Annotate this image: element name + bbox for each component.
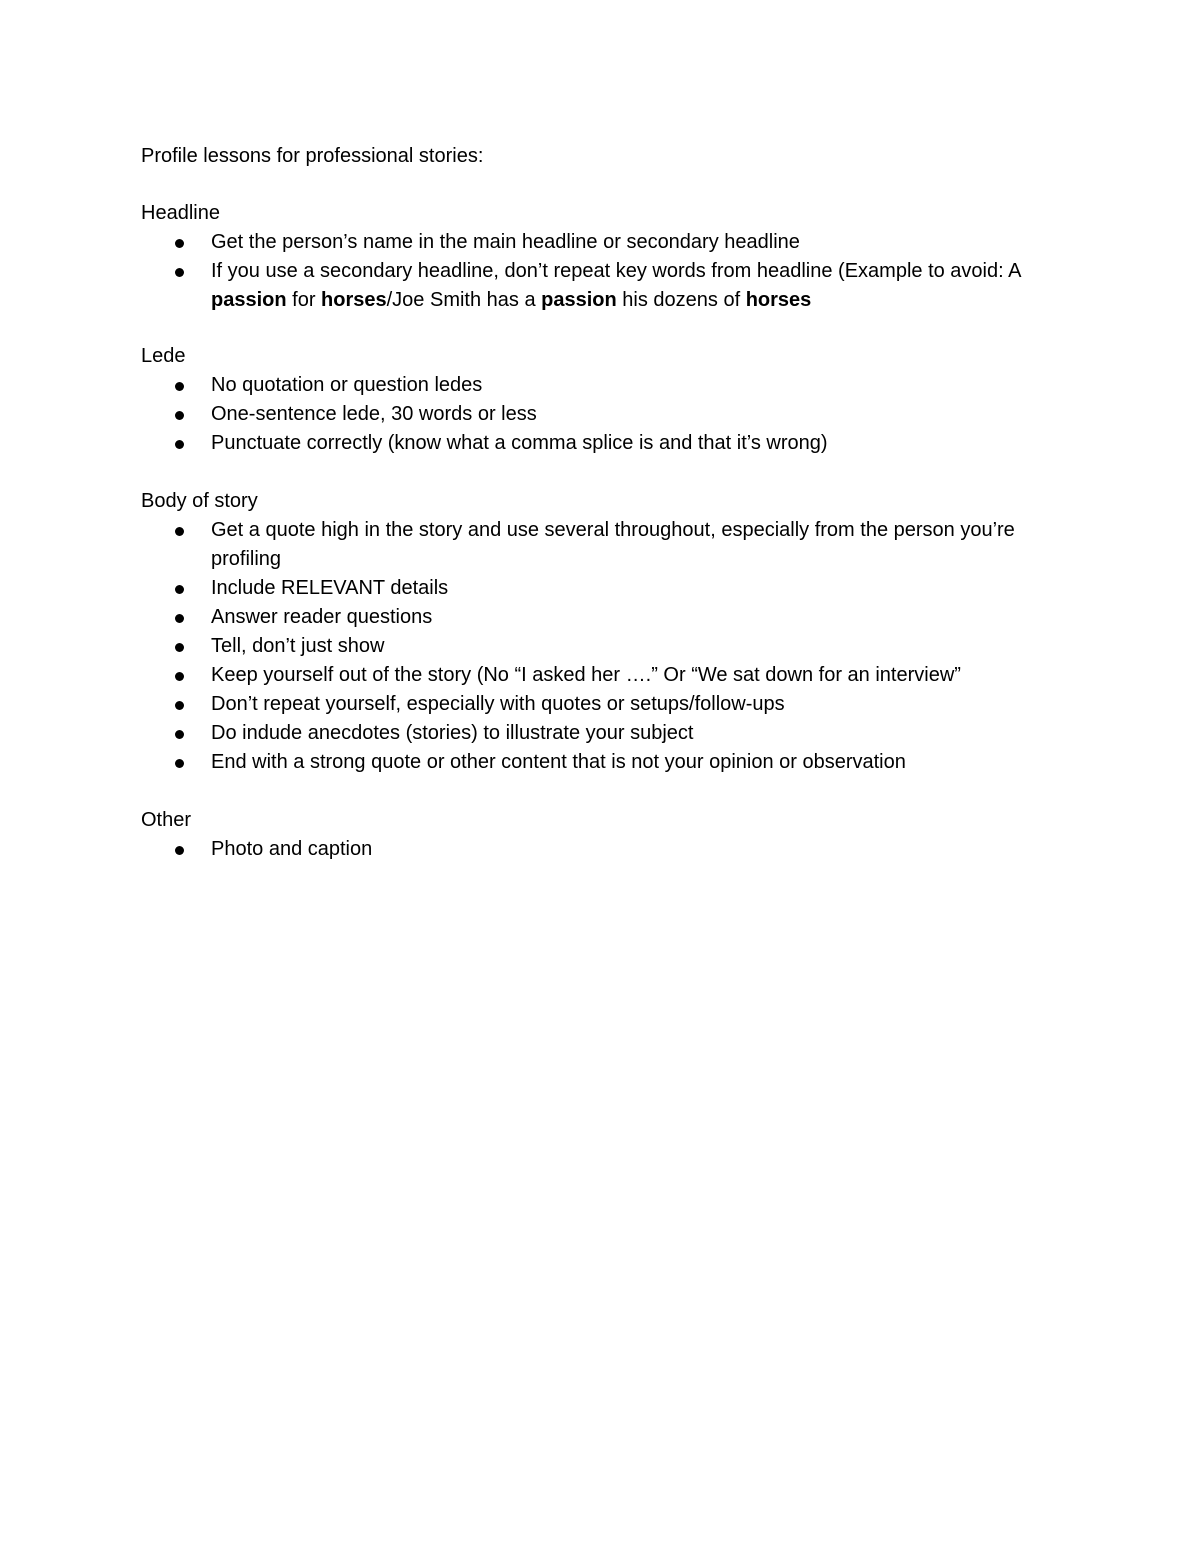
bullet-icon	[175, 730, 184, 739]
list-item-text: Get the person’s name in the main headline or secondary headline	[211, 231, 800, 253]
list-item-text: No quotation or question ledes	[211, 374, 483, 396]
list-item-text: One-sentence lede, 30 words or less	[211, 403, 537, 425]
example-bold-horses: horses	[321, 289, 387, 311]
list-item	[141, 719, 1061, 748]
bullet-icon	[175, 701, 184, 710]
headline-list	[141, 228, 1061, 315]
section-body-of-story	[141, 487, 1061, 777]
bullet-icon	[175, 440, 184, 449]
example-mid-for: for	[286, 289, 322, 311]
example-prefix: If you use a secondary headline, don’t repeat key words from headline (Example to avoid: A	[211, 260, 1021, 282]
list-item-text	[211, 260, 1020, 311]
bullet-icon	[175, 527, 184, 536]
section-heading-lede: Lede	[141, 345, 186, 367]
section-other	[141, 806, 1061, 864]
example-mid-joe: /Joe Smith has a	[386, 289, 542, 311]
section-lede	[141, 342, 1061, 458]
example-bold-passion-2: passion	[541, 289, 617, 311]
list-item	[141, 228, 1061, 257]
list-item-text: Photo and caption	[211, 838, 373, 860]
list-item	[141, 661, 1061, 690]
body-list	[141, 516, 1061, 777]
list-item	[141, 429, 1061, 458]
section-headline	[141, 199, 1061, 315]
list-item	[141, 632, 1061, 661]
list-item-text: Keep yourself out of the story (No “I asked her ….” Or “We sat down for an interview”	[211, 664, 961, 686]
list-item-text: Answer reader questions	[211, 606, 433, 628]
list-item-text: Do indude anecdotes (stories) to illustrate your subject	[211, 722, 694, 744]
list-item-text: Tell, don’t just show	[211, 635, 385, 657]
list-item	[141, 574, 1061, 603]
bullet-icon	[175, 411, 184, 420]
list-item-text: Punctuate correctly (know what a comma splice is and that it’s wrong)	[211, 432, 828, 454]
list-item	[141, 257, 1061, 315]
document-title: Profile lessons for professional stories:	[141, 145, 484, 167]
bullet-icon	[175, 239, 184, 248]
bullet-icon	[175, 382, 184, 391]
example-bold-horses-2: horses	[745, 289, 812, 311]
bullet-icon	[175, 585, 184, 594]
section-heading-headline: Headline	[141, 202, 220, 224]
lede-list	[141, 371, 1061, 458]
list-item-text: Get a quote high in the story and use several throughout, especially from the person you’re profiling	[211, 519, 1015, 570]
example-mid-dozens: his dozens of	[616, 289, 746, 311]
list-item	[141, 516, 1061, 574]
document-content	[141, 142, 1061, 864]
section-heading-other: Other	[141, 809, 192, 831]
list-item-text: End with a strong quote or other content that is not your opinion or observation	[211, 751, 906, 773]
bullet-icon	[175, 614, 184, 623]
example-bold-passion: passion	[211, 289, 287, 311]
list-item-text: Don’t repeat yourself, especially with quotes or setups/follow-ups	[211, 693, 785, 715]
list-item	[141, 835, 1061, 864]
bullet-icon	[175, 643, 184, 652]
bullet-icon	[175, 672, 184, 681]
list-item	[141, 690, 1061, 719]
list-item	[141, 748, 1061, 777]
bullet-icon	[175, 846, 184, 855]
list-item-text: Include RELEVANT details	[211, 577, 449, 599]
bullet-icon	[175, 268, 184, 277]
other-list	[141, 835, 1061, 864]
list-item	[141, 371, 1061, 400]
list-item	[141, 603, 1061, 632]
bullet-icon	[175, 759, 184, 768]
list-item	[141, 400, 1061, 429]
section-heading-body: Body of story	[141, 490, 258, 512]
